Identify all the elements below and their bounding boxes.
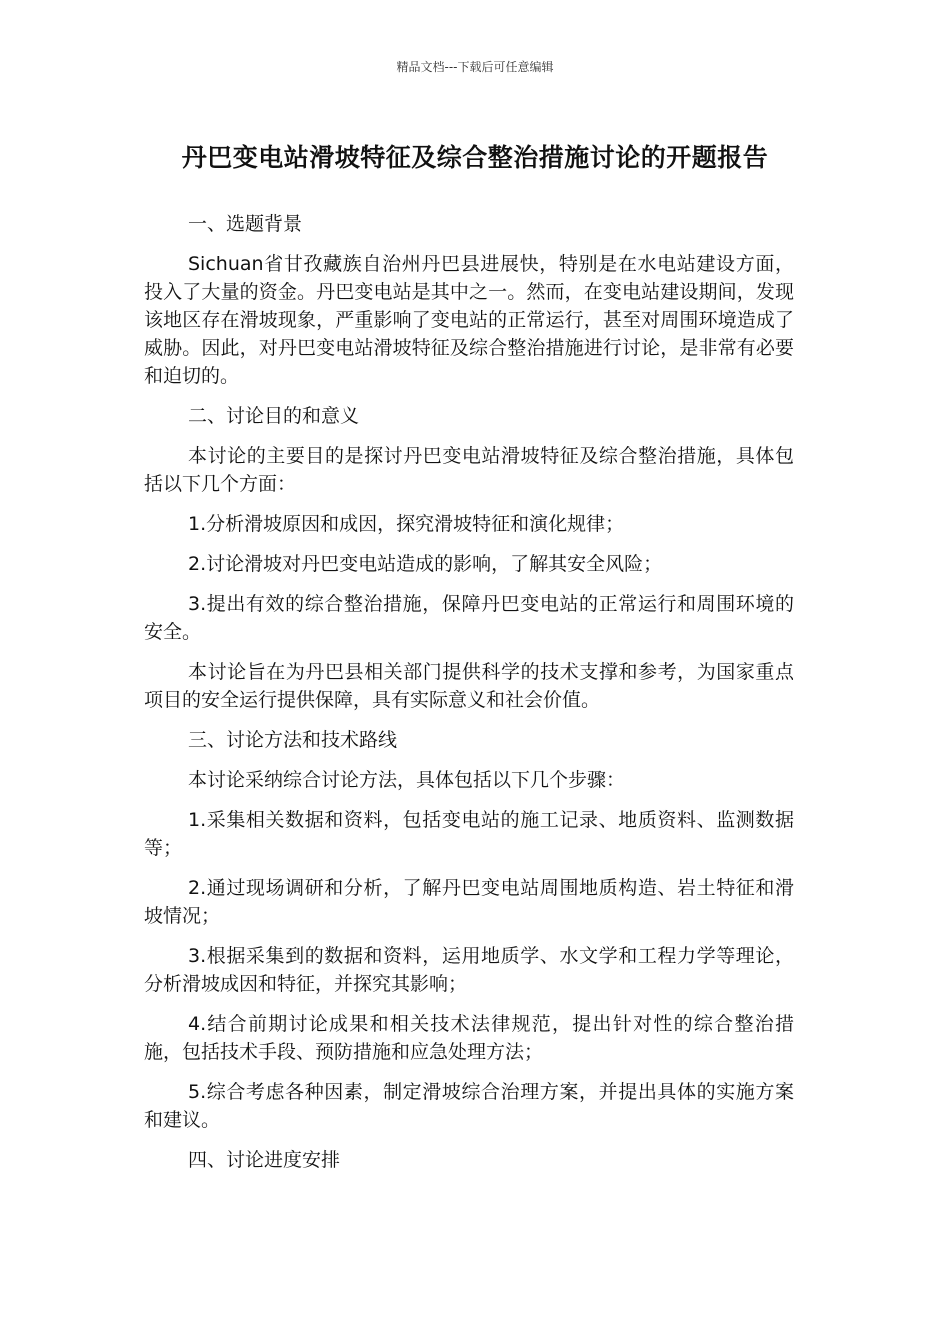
paragraph-background: Sichuan省甘孜藏族自治州丹巴县进展快，特别是在水电站建设方面，投入了大量的资金。丹巴变电站是其中之一。然而，在变电站建设期间，发现该地区存在滑坡现象，严重影响了变电站的正常运行，甚至对周围环境造成了威胁。因此，对丹巴变电站滑坡特征及综合整治措施进行讨论，是非常有必要和迫切的。 xyxy=(144,253,794,387)
section-heading-background: 一、选题背景 xyxy=(188,213,303,235)
page-header: 精品文档---下载后可任意编辑 xyxy=(396,60,554,74)
list-item-method-3: 3.根据采集到的数据和资料，运用地质学、水文学和工程力学等理论，分析滑坡成因和特征，并探究其影响； xyxy=(144,945,794,995)
section-heading-purpose: 二、讨论目的和意义 xyxy=(188,405,360,427)
list-item-method-1: 1.采集相关数据和资料，包括变电站的施工记录、地质资料、监测数据等； xyxy=(144,809,794,859)
document-title: 丹巴变电站滑坡特征及综合整治措施讨论的开题报告 xyxy=(181,143,769,172)
section-heading-schedule: 四、讨论进度安排 xyxy=(188,1149,341,1171)
paragraph-methods-intro: 本讨论采纳综合讨论方法，具体包括以下几个步骤： xyxy=(188,769,626,791)
paragraph-purpose-intro: 本讨论的主要目的是探讨丹巴变电站滑坡特征及综合整治措施，具体包括以下几个方面： xyxy=(144,445,794,495)
list-item-purpose-2: 2.讨论滑坡对丹巴变电站造成的影响，了解其安全风险； xyxy=(188,553,663,575)
list-item-method-5: 5.综合考虑各种因素，制定滑坡综合治理方案，并提出具体的实施方案和建议。 xyxy=(144,1081,794,1131)
list-item-purpose-3: 3.提出有效的综合整治措施，保障丹巴变电站的正常运行和周围环境的安全。 xyxy=(144,593,794,643)
list-item-method-4: 4.结合前期讨论成果和相关技术法律规范，提出针对性的综合整治措施，包括技术手段、预防措施和应急处理方法； xyxy=(144,1013,794,1063)
section-heading-methods: 三、讨论方法和技术路线 xyxy=(188,729,398,751)
list-item-method-2: 2.通过现场调研和分析，了解丹巴变电站周围地质构造、岩土特征和滑坡情况； xyxy=(144,877,794,927)
paragraph-significance: 本讨论旨在为丹巴县相关部门提供科学的技术支撑和参考，为国家重点项目的安全运行提供保障，具有实际意义和社会价值。 xyxy=(144,661,794,711)
document-body xyxy=(144,210,794,1186)
list-item-purpose-1: 1.分析滑坡原因和成因，探究滑坡特征和演化规律； xyxy=(188,513,625,535)
